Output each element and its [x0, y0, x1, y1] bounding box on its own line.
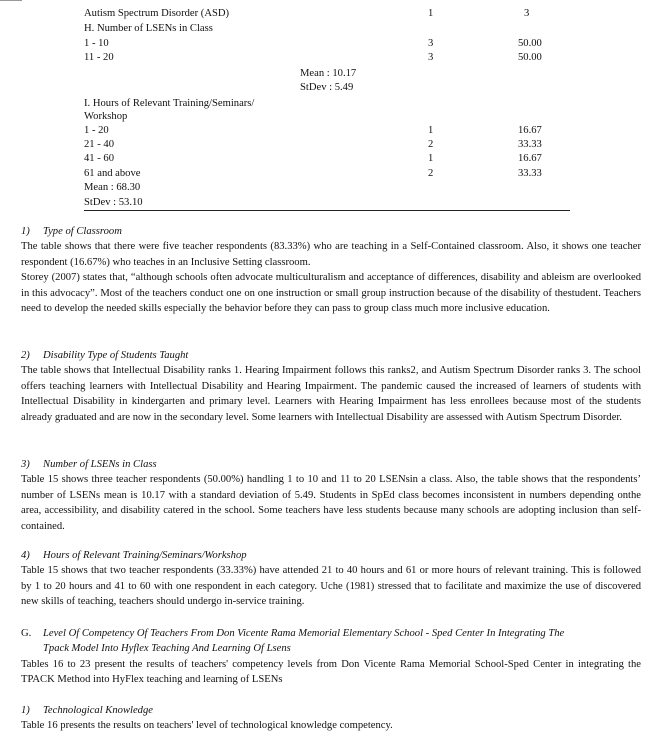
top-rule-fragment	[0, 0, 22, 4]
section-number-of-lsens	[21, 457, 641, 534]
table-row-label: Autism Spectrum Disorder (ASD)	[84, 8, 230, 19]
section-hours-of-training	[21, 548, 641, 610]
table-row-label: 1 - 10	[84, 38, 109, 49]
section-title: Technological Knowledge	[43, 705, 153, 716]
table-cell-percent: 50.00	[518, 52, 542, 63]
section-number: 3)	[21, 459, 30, 470]
paragraph: Storey (2007) states that, “although schools often advocate multiculturalism and acceptance of differences, disability and ableism are overlooked in this advocacy”. Most of the teachers conduct one on one instruction or small group instruction because of the disability of thestudent. Teachers need to develop the needed skills especially the behavior before they can pass to group class much more inclusive education.	[21, 272, 641, 315]
section-heading	[21, 348, 641, 363]
table-mean: Mean : 10.17	[300, 68, 357, 79]
table-cell-count: 2	[428, 139, 434, 150]
paragraph: The table shows that there were five teacher respondents (83.33%) who are teaching in a Self-Contained classroom. Also, it shows one teacher respondent (16.67%) who teaches in an Inclusive Setting classroom.	[21, 241, 641, 268]
section-number: 1)	[21, 226, 30, 237]
section-heading	[21, 703, 641, 718]
table-cell-percent: 16.67	[518, 125, 542, 136]
table-row-label: 21 - 40	[84, 139, 115, 150]
table-cell-count: 1	[428, 125, 434, 136]
section-heading	[21, 457, 641, 472]
paragraph: Table 16 presents the results on teachers' level of technological knowledge competency.	[21, 720, 393, 732]
table-cell-count: 1	[428, 8, 434, 19]
table-cell-percent: 16.67	[518, 153, 542, 164]
section-disability-type	[21, 348, 641, 425]
table-cell-count: 3	[428, 38, 434, 49]
table-row-label: 61 and above	[84, 168, 141, 179]
table-cell-percent: 33.33	[518, 168, 542, 179]
table-cell-count: 2	[428, 168, 434, 179]
table-cell-percent: 33.33	[518, 139, 542, 150]
section-number: 4)	[21, 550, 30, 561]
paragraph: Tables 16 to 23 present the results of teachers' competency levels from Don Vicente Rama Memorial School-Sped Center in integrating the TPACK Method into HyFlex teaching and learning of LSENs	[21, 658, 641, 686]
table-section-heading: H. Number of LSENs in Class	[84, 23, 213, 34]
section-g-level-of-competency	[21, 626, 641, 688]
table-cell-percent: 3	[524, 8, 530, 19]
table-row-label: 41 - 60	[84, 153, 115, 164]
section-number: G.	[21, 628, 32, 639]
table-bottom-rule	[84, 210, 570, 211]
table-row-label: 11 - 20	[84, 52, 114, 63]
table-stdev: StDev : 5.49	[300, 82, 354, 93]
section-heading	[21, 548, 641, 563]
section-title: Level Of Competency Of Teachers From Don Vicente Rama Memorial Elementary School - Sped Center In Integrating The	[43, 628, 565, 639]
section-title: Disability Type of Students Taught	[43, 350, 189, 361]
section-title: Number of LSENs in Class	[43, 459, 157, 470]
paragraph: Table 15 shows three teacher respondents (50.00%) handling 1 to 10 and 11 to 20 LSENsin a class. Also, the table shows that the respondents’ number of LSENs mean is 10.17 with a standard deviation of 5.49. Students in SpEd class becomes inconsistent in numbers depending onthe area, accessibility, and disability catered in the school. Some teachers have less students because many schools are adopting inclusion than self-contained.	[21, 474, 641, 532]
table-cell-percent: 50.00	[518, 38, 542, 49]
table-section-heading: Workshop	[84, 111, 128, 122]
table-row-label: 1 - 20	[84, 125, 109, 136]
section-number: 2)	[21, 350, 30, 361]
paragraph: Table 15 shows that two teacher respondents (33.33%) have attended 21 to 40 hours and 61 or more hours of relevant training. This is followed by 1 to 20 hours and 41 to 60 with one respondent in each category. Uche (1981) stressed that to facilitate and maximize the use of discovered new skills of teaching, teachers should undergo in-service training.	[21, 565, 641, 608]
section-technological-knowledge	[21, 703, 641, 734]
paragraph: The table shows that Intellectual Disability ranks 1. Hearing Impairment follows this ranks2, and Autism Spectrum Disorder ranks 3. The school offers teaching learners with Intellectual Disability and Hearing Impairment. The pandemic caused the increased of learners of students with Intellectual Disability in kindergarten and primary level. Learners with Hearing Impairment has less enrollees because most of the students already graduated and are now in the secondary level. Some learners with Intellectual Disability are assessed with Autism Spectrum Disorder.	[21, 365, 641, 423]
section-number: 1)	[21, 705, 30, 716]
table-cell-count: 3	[428, 52, 434, 63]
section-type-of-classroom	[21, 224, 641, 316]
section-title-continued: Tpack Model Into Hyflex Teaching And Learning Of Lsens	[43, 643, 291, 655]
table-cell-count: 1	[428, 153, 434, 164]
section-title: Hours of Relevant Training/Seminars/Workshop	[43, 550, 247, 561]
section-heading	[21, 224, 641, 239]
section-title: Type of Classroom	[43, 226, 122, 237]
table-mean: Mean : 68.30	[84, 182, 141, 193]
section-heading	[21, 626, 641, 641]
table-stdev: StDev : 53.10	[84, 197, 143, 208]
table-section-heading: I. Hours of Relevant Training/Seminars/	[84, 98, 255, 109]
